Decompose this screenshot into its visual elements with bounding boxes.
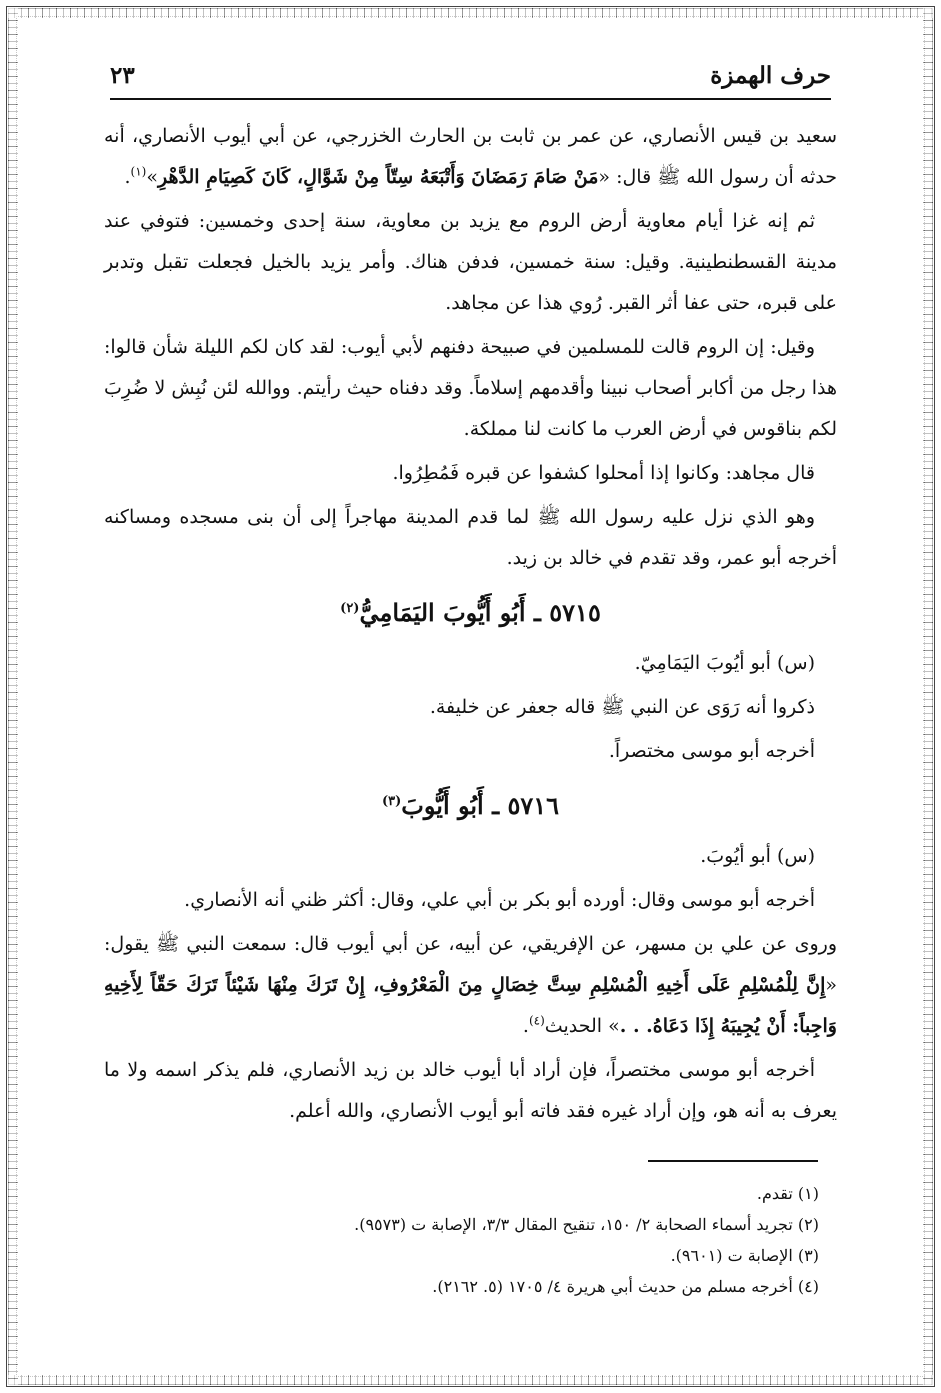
footnote-ref-2[interactable]: (٢) bbox=[340, 601, 360, 616]
paragraph-5: وهو الذي نزل عليه رسول الله ﷺ لما قدم المدينة مهاجراً إلى أن بنى مسجده ومساكنه أخرجه أبو عمر، وقد تقدم في خالد بن زيد. bbox=[104, 506, 837, 569]
paragraph-1: سعيد بن قيس الأنصاري، عن عمر بن ثابت بن الحارث الخزرجي، عن أبي أيوب الأنصاري، أنه حدثه أن رسول الله ﷺ قال: «مَنْ صَامَ رَمَضَانَ وَأَتْبَعَهُ سِتّاً مِنْ شَوَّالٍ، كَانَ كَصِيَامِ الدَّهْرِ»$^{(١)}$. bbox=[104, 125, 837, 188]
footnote-ref-3[interactable]: (٣) bbox=[381, 794, 402, 809]
paragraph-4: قال مجاهد: وكانوا إذا أمحلوا كشفوا عن قبره فَمُطِرُوا. bbox=[392, 462, 815, 484]
running-title: حرف الهمزة bbox=[710, 62, 831, 89]
entry-5715-line: ذكروا أنه رَوَى عن النبي ﷺ قاله جعفر عن خليفة. bbox=[429, 696, 815, 718]
entry-heading-5715: ٥٧١٥ ـ أَبُو أَيُّوبَ اليَمَامِيُّ$^{(٢)}$ bbox=[340, 598, 601, 627]
footnote-ref-1[interactable]: (١) bbox=[130, 164, 147, 179]
footnote-1: (١) تقدم. bbox=[756, 1184, 819, 1203]
entry-5716-hadith: وروى عن علي بن مسهر، عن الإفريقي، عن أبيه، عن أبي أيوب قال: سمعت النبي ﷺ يقول: «إِنَّ لِلْمُسْلِمِ عَلَى أَخِيهِ الْمُسْلِمِ سِتَّ خِصَالٍ مِنَ الْمَعْرُوفِ، إِنْ تَرَكَ مِنْهَا شَيْئاً تَرَكَ حَقّاً لِأَخِيهِ وَاجِباً: أَنْ يُجِيبَهُ إِذَا دَعَاهُ. . .» الحديث$^{(٤)}$. bbox=[104, 933, 837, 1037]
paragraph-3: وقيل: إن الروم قالت للمسلمين في صبيحة دفنهم لأبي أيوب: لقد كان لكم الليلة شأن قالوا: هذا رجل من أكابر أصحاب نبينا وأقدمهم إسلاماً. وقد دفناه حيث رأيتم. ووالله لئن نُبِش لا ضُرِبَ لكم بناقوس في أرض العرب ما كانت لنا مملكة. bbox=[103, 336, 837, 440]
footnote-3: (٣) الإصابة ت (٩٦٠١). bbox=[670, 1246, 819, 1265]
entry-5716-closing: أخرجه أبو موسى مختصراً، فإن أراد أبا أيوب خالد بن زيد الأنصاري، فلم يذكر اسمه ولا ما يعرف به أنه هو، وإن أراد غيره فقد فاته أبو أيوب الأنصاري، والله أعلم. bbox=[104, 1059, 837, 1122]
paragraph-2: ثم إنه غزا أيام معاوية أرض الروم مع يزيد بن معاوية، سنة إحدى وخمسين: فتوفي عند مدينة القسطنطينية. وقيل: سنة خمسين، فدفن هناك. وأمر يزيد بالخيل فجعلت تقبل وتدبر على قبره، حتى عفا أثر القبر. رُوي هذا عن مجاهد. bbox=[104, 210, 837, 314]
entry-5716-line: أخرجه أبو موسى وقال: أورده أبو بكر بن أبي علي، وقال: أكثر ظني أنه الأنصاري. bbox=[184, 889, 815, 911]
footnote-divider bbox=[648, 1160, 818, 1162]
page-number: ٢٣ bbox=[110, 62, 135, 89]
hadith-quote: إِنَّ لِلْمُسْلِمِ عَلَى أَخِيهِ الْمُسْلِمِ سِتَّ خِصَالٍ مِنَ الْمَعْرُوفِ، إِنْ تَرَكَ مِنْهَا شَيْئاً تَرَكَ حَقّاً لِأَخِيهِ وَاجِباً: أَنْ يُجِيبَهُ إِذَا دَعَاهُ. . . bbox=[104, 974, 837, 1037]
footnote-4: (٤) أخرجه مسلم من حديث أبي هريرة ٤/ ١٧٠٥ (٥. ٢١٦٢). bbox=[432, 1277, 819, 1296]
footnotes bbox=[104, 1178, 819, 1302]
main-text bbox=[104, 116, 837, 1135]
ornament-right bbox=[923, 8, 933, 1385]
ornament-bottom bbox=[8, 1375, 933, 1385]
entry-heading-5716: ٥٧١٦ ـ أَبُو أَيُّوبَ$^{(٣)}$ bbox=[381, 791, 560, 820]
ornament-top bbox=[8, 8, 933, 18]
entry-5716-line: (س) أبو أيُوبَ. bbox=[700, 845, 815, 867]
footnote-ref-4[interactable]: (٤) bbox=[528, 1013, 545, 1028]
footnote-2: (٢) تجريد أسماء الصحابة ٢/ ١٥٠، تنقيح المقال ٣/٣، الإصابة ت (٩٥٧٣). bbox=[354, 1215, 819, 1234]
entry-5715-line: (س) أبو أيُوبَ اليَمَامِيّ. bbox=[634, 652, 815, 674]
hadith-quote: مَنْ صَامَ رَمَضَانَ وَأَتْبَعَهُ سِتّاً مِنْ شَوَّالٍ، كَانَ كَصِيَامِ الدَّهْرِ bbox=[157, 166, 599, 188]
ornament-left bbox=[8, 8, 18, 1385]
page-header bbox=[110, 58, 831, 100]
entry-5715-line: أخرجه أبو موسى مختصراً. bbox=[608, 740, 815, 762]
